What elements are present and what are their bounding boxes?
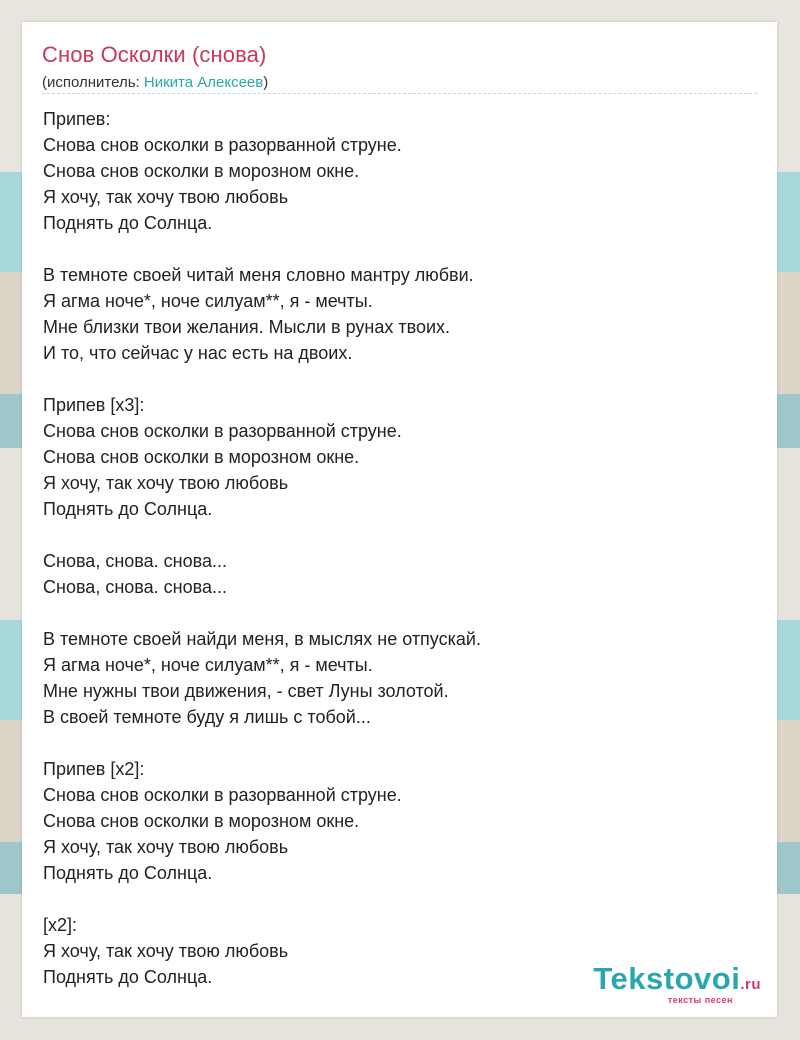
- artist-line: [42, 74, 268, 91]
- lyric-line: Снова снов осколки в разорванной струне.: [43, 135, 402, 155]
- header-divider: [42, 93, 757, 94]
- lyric-line: Снова, снова. снова...: [43, 577, 227, 597]
- lyric-line: В темноте своей читай меня словно мантру любви.: [43, 265, 474, 285]
- lyrics-card: [22, 22, 777, 1017]
- logo-tagline: тексты песен: [667, 995, 733, 1005]
- lyric-line: Я хочу, так хочу твою любовь: [43, 187, 289, 207]
- logo-name: Tekstovoi: [593, 961, 741, 996]
- lyric-line: И то, что сейчас у нас есть на двоих.: [43, 343, 353, 363]
- lyric-line: Я хочу, так хочу твою любовь: [43, 837, 289, 857]
- logo-text: [593, 961, 761, 997]
- lyric-line: В темноте своей найди меня, в мыслях не отпускай.: [43, 629, 481, 649]
- lyrics-verse: [43, 548, 758, 600]
- lyric-line: Поднять до Солнца.: [43, 499, 213, 519]
- lyrics-verse: [43, 756, 758, 886]
- lyric-line: Я хочу, так хочу твою любовь: [43, 941, 289, 961]
- lyric-line: Припев [x2]:: [43, 759, 145, 779]
- lyric-line: Снова, снова. снова...: [43, 551, 227, 571]
- lyric-line: Я агма ноче*, ноче силуам**, я - мечты.: [43, 655, 373, 675]
- lyric-line: В своей темноте буду я лишь с тобой...: [43, 707, 371, 727]
- lyric-line: Поднять до Солнца.: [43, 863, 213, 883]
- logo-tld: .ru: [740, 976, 761, 993]
- lyrics-verse: [43, 392, 758, 522]
- lyrics-body: [43, 106, 758, 990]
- lyric-line: Мне близки твои желания. Мысли в рунах твоих.: [43, 317, 451, 337]
- lyric-line: Снова снов осколки в разорванной струне.: [43, 421, 402, 441]
- artist-suffix: ): [263, 74, 269, 91]
- lyrics-verse: [43, 262, 758, 366]
- lyric-line: Поднять до Солнца.: [43, 213, 213, 233]
- lyric-line: Припев:: [43, 109, 111, 129]
- lyric-line: Мне нужны твои движения, - свет Луны золотой.: [43, 681, 449, 701]
- lyric-line: Снова снов осколки в морозном окне.: [43, 811, 360, 831]
- artist-prefix: (исполнитель:: [42, 74, 144, 91]
- lyric-line: Я агма ноче*, ноче силуам**, я - мечты.: [43, 291, 373, 311]
- lyrics-verse: [43, 106, 758, 236]
- site-logo[interactable]: [561, 961, 771, 1011]
- lyric-line: Снова снов осколки в морозном окне.: [43, 161, 360, 181]
- lyric-line: Припев [x3]:: [43, 395, 145, 415]
- lyric-line: Поднять до Солнца.: [43, 967, 213, 987]
- lyrics-verse: [43, 626, 758, 730]
- lyric-line: [x2]:: [43, 915, 78, 935]
- lyric-line: Я хочу, так хочу твою любовь: [43, 473, 289, 493]
- song-title: Снов Осколки (снова): [42, 42, 267, 67]
- lyric-line: Снова снов осколки в разорванной струне.: [43, 785, 402, 805]
- lyric-line: Снова снов осколки в морозном окне.: [43, 447, 360, 467]
- artist-link[interactable]: Никита Алексеев: [143, 74, 264, 91]
